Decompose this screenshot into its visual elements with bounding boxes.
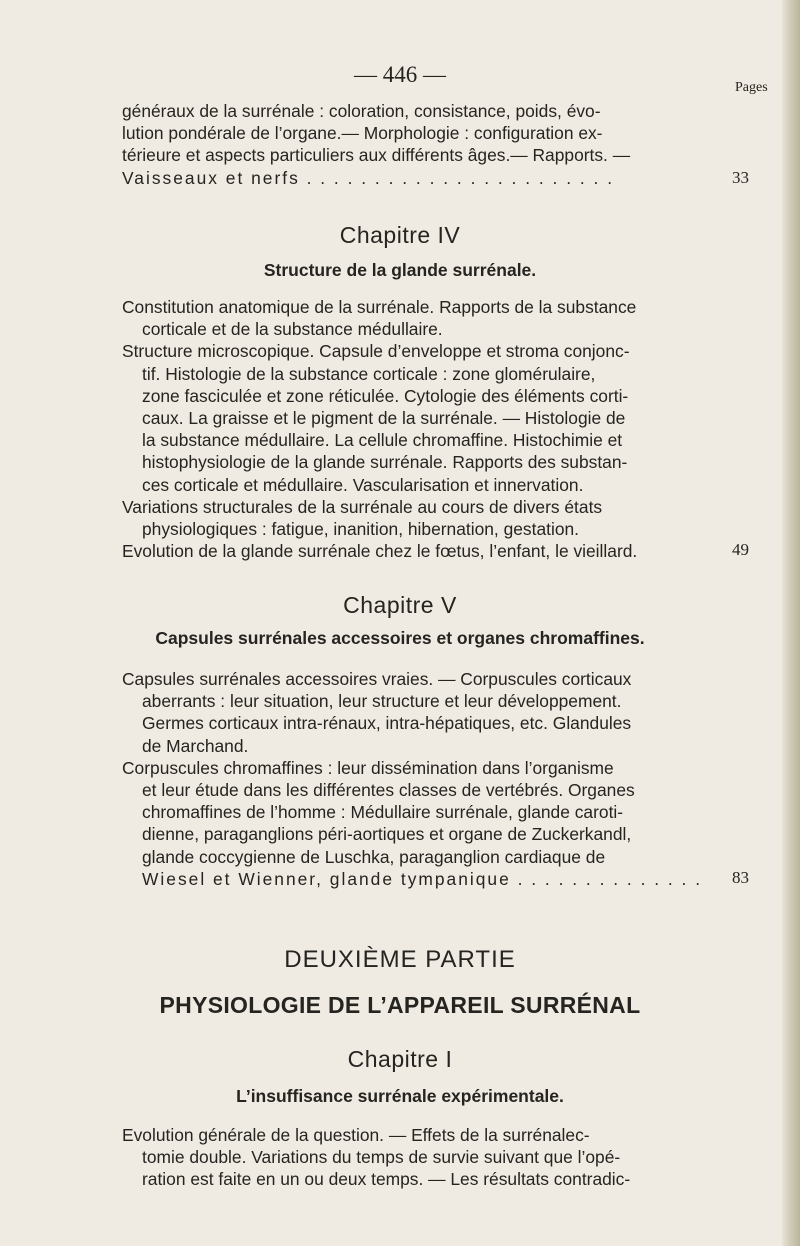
text-line: Germes corticaux intra-rénaux, intra-hépatiques, etc. Glandules	[142, 713, 632, 734]
text-line: Evolution de la glande surrénale chez le fœtus, l’enfant, le vieillard.	[122, 541, 638, 562]
text-line: ces corticale et médullaire. Vascularisation et innervation.	[142, 474, 584, 495]
chapter-heading: Chapitre V	[343, 592, 457, 618]
chapter-heading: Chapitre IV	[339, 222, 461, 248]
text-line: de Marchand.	[142, 735, 249, 756]
text-line: Wiesel et Wienner, glande tympanique . . . . . . . . . . . . . .	[142, 868, 703, 889]
chapter-title: Structure de la glande surrénale.	[263, 260, 537, 280]
text-line: chromaffines de l’homme : Médullaire surrénale, glande caroti-	[142, 802, 624, 823]
text-line: Vaisseaux et nerfs . . . . . . . . . . . . . . . . . . . . . . .	[122, 167, 615, 188]
text-line: dienne, paraganglions péri-aortiques et organe de Zuckerkandl,	[142, 824, 632, 845]
toc-entry-text	[122, 100, 712, 189]
text-line: Evolution générale de la question. — Effets de la surrénalec-	[122, 1125, 590, 1145]
page-reference: 83	[732, 868, 749, 887]
text-line: lution pondérale de l’organe.— Morphologie : configuration ex-	[122, 123, 603, 144]
text-line: glande coccygienne de Luschka, paraganglion cardiaque de	[142, 846, 606, 867]
toc-entry-text	[122, 296, 712, 562]
page-number: — 446 —	[354, 62, 446, 87]
text-line: tif. Histologie de la substance corticale : zone glomérulaire,	[142, 363, 596, 384]
text-line: physiologiques : fatigue, inanition, hibernation, gestation.	[142, 519, 579, 540]
text-line: tomie double. Variations du temps de survie suivant que l’opé-	[142, 1147, 621, 1168]
page-reference: 33	[732, 168, 749, 187]
text-line: zone fasciculée et zone réticulée. Cytologie des éléments corti-	[142, 385, 629, 406]
text-line: corticale et de la substance médullaire.	[142, 319, 443, 340]
part-title: PHYSIOLOGIE DE L’APPAREIL SURRÉNAL	[159, 992, 641, 1018]
text-line: la substance médullaire. La cellule chromaffine. Histochimie et	[142, 430, 623, 451]
text-line: ration est faite en un ou deux temps. — Les résultats contradic-	[142, 1169, 631, 1190]
text-line: Structure microscopique. Capsule d’enveloppe et stroma conjonc-	[122, 341, 630, 362]
chapter-title: Capsules surrénales accessoires et organes chromaffines.	[155, 628, 645, 648]
text-line: et leur étude dans les différentes classes de vertébrés. Organes	[142, 780, 635, 801]
text-line: aberrants : leur situation, leur structure et leur développement.	[142, 691, 622, 712]
toc-entry-text	[122, 668, 712, 890]
toc-entry-text	[122, 1124, 712, 1191]
page-reference: 49	[732, 540, 749, 559]
text-line: caux. La graisse et le pigment de la surrénale. — Histologie de	[142, 408, 626, 429]
text-line: térieure et aspects particuliers aux différents âges.— Rapports. —	[122, 145, 631, 166]
pages-column-label: Pages	[735, 80, 768, 95]
text-line: Variations structurales de la surrénale au cours de divers états	[122, 496, 603, 517]
chapter-title: L’insuffisance surrénale expérimentale.	[236, 1086, 564, 1106]
text-line: Capsules surrénales accessoires vraies. — Corpuscules corticaux	[122, 669, 632, 689]
text-line: Constitution anatomique de la surrénale. Rapports de la substance	[122, 297, 637, 317]
part-heading: DEUXIÈME PARTIE	[284, 946, 516, 973]
chapter-heading: Chapitre I	[347, 1046, 453, 1072]
text-line: histophysiologie de la glande surrénale. Rapports des substan-	[142, 452, 628, 473]
text-line: généraux de la surrénale : coloration, consistance, poids, évo-	[122, 101, 601, 121]
text-line: Corpuscules chromaffines : leur dissémination dans l’organisme	[122, 757, 614, 778]
